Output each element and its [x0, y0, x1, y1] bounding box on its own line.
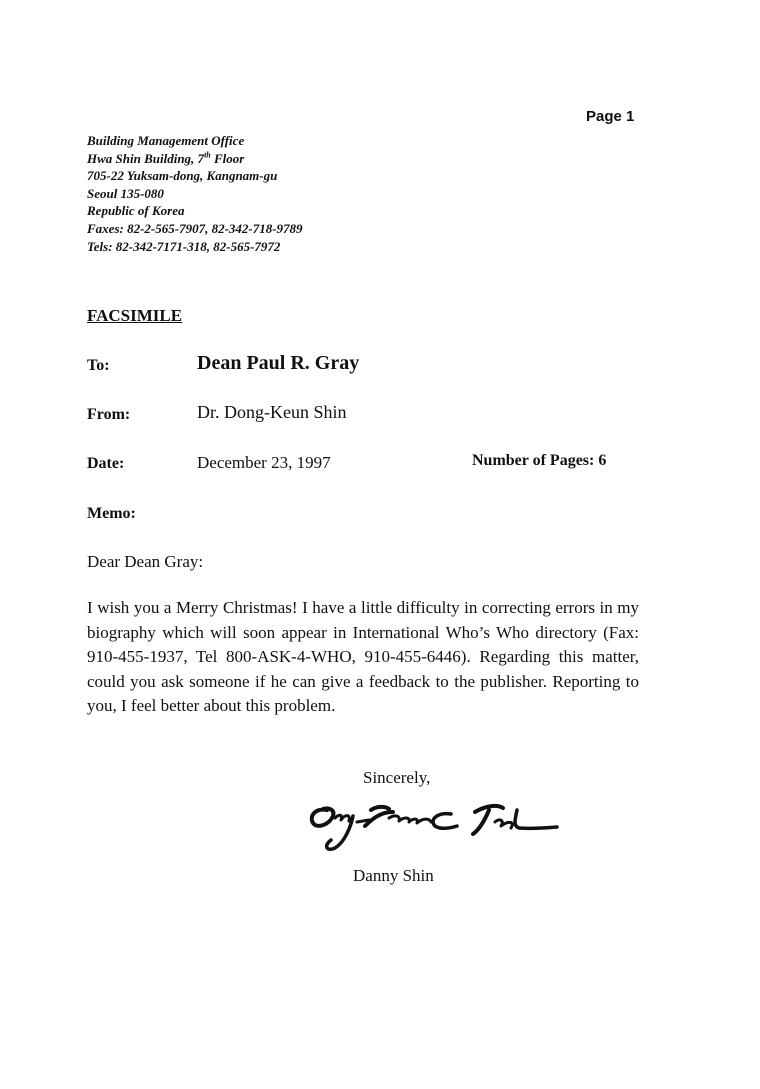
- from-value: Dr. Dong-Keun Shin: [197, 402, 347, 422]
- closing: Sincerely,: [363, 768, 431, 787]
- signature-image: [305, 796, 565, 858]
- sender-street: 705-22 Yuksam-dong, Kangnam-gu: [87, 168, 278, 184]
- page-number-label: Page 1: [586, 108, 635, 125]
- sender-building-sup: th: [204, 150, 211, 160]
- sender-address-block: [87, 132, 303, 255]
- sender-building-suffix: Floor: [210, 150, 245, 166]
- number-of-pages: Number of Pages: 6: [472, 452, 607, 469]
- from-label: From:: [87, 406, 131, 423]
- sender-faxes: Faxes: 82-2-565-7907, 82-342-718-9789: [87, 220, 303, 236]
- to-value: Dean Paul R. Gray: [197, 352, 360, 374]
- sender-country: Republic of Korea: [87, 203, 185, 219]
- sender-office: Building Management Office: [87, 133, 245, 148]
- date-value: December 23, 1997: [197, 453, 331, 472]
- sender-building: [87, 150, 303, 168]
- signer-name: Danny Shin: [353, 866, 434, 885]
- salutation: Dear Dean Gray:: [87, 552, 204, 571]
- sender-city: Seoul 135-080: [87, 185, 164, 201]
- sender-tels: Tels: 82-342-7171-318, 82-565-7972: [87, 238, 281, 254]
- sender-building-prefix: Hwa Shin Building, 7: [87, 150, 205, 166]
- memo-label: Memo:: [87, 505, 136, 522]
- document-title: FACSIMILE: [87, 306, 183, 325]
- signature-text: Dong-Keun Shin: [305, 796, 312, 797]
- date-label: Date:: [87, 455, 125, 472]
- to-label: To:: [87, 357, 110, 374]
- letter-body: I wish you a Merry Christmas! I have a little difficulty in correcting errors in my biography which will soon appear in International Who’s Who directory (Fax: 910-455-1937, Tel 800-ASK-4-WHO, 910-455-6446). Regarding this matter, could you ask someone if he can give a feedback to the publisher. Reporting to you, I feel better about this problem.: [87, 598, 639, 715]
